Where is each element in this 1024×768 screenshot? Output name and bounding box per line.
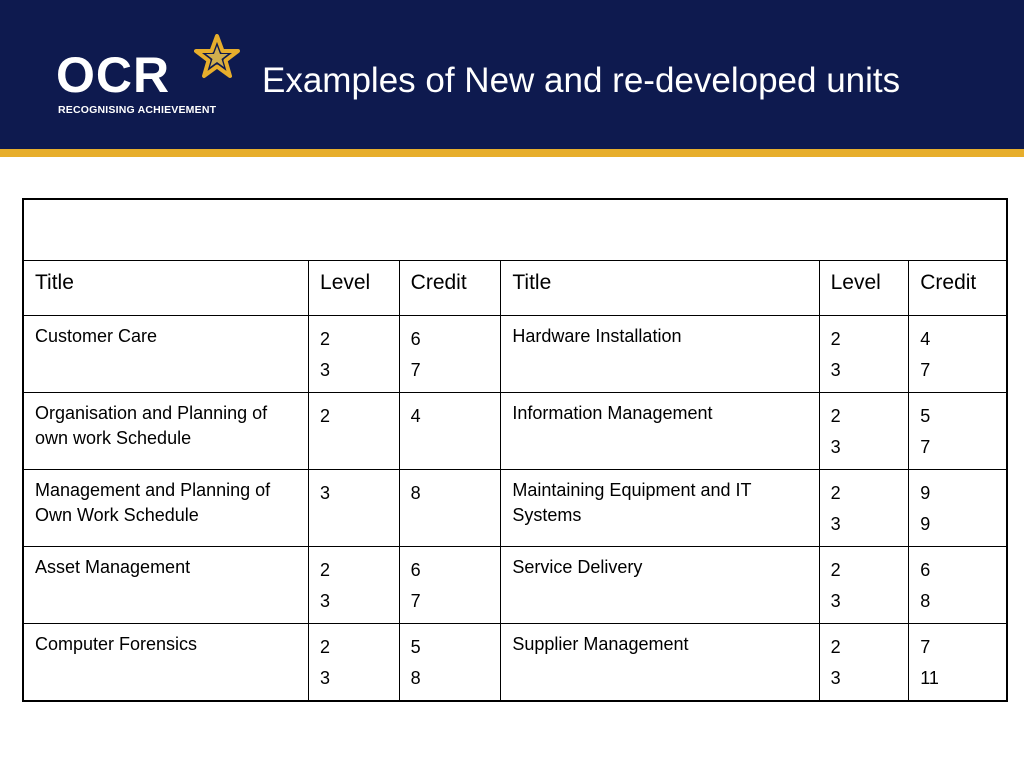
table-row: [23, 393, 1007, 470]
table-row: [23, 316, 1007, 393]
cell-value: 3: [830, 668, 841, 688]
logo-wordmark: OCR: [56, 47, 171, 103]
cell-value: 2: [320, 560, 331, 580]
header-level: Level: [819, 261, 909, 316]
cell-value: 3: [830, 437, 841, 457]
ocr-logo: [56, 34, 246, 124]
cell-value: 8: [920, 591, 931, 611]
unit-credit-cell: [909, 624, 1007, 702]
cell-value: 5: [410, 637, 421, 657]
cell-value: 2: [830, 560, 841, 580]
table-row: [23, 547, 1007, 624]
header-title: Title: [501, 261, 819, 316]
header-level: Level: [309, 261, 400, 316]
cell-value: 3: [830, 591, 841, 611]
cell-value: 7: [920, 360, 931, 380]
unit-level-cell: [819, 470, 909, 547]
cell-value: 7: [410, 591, 421, 611]
unit-title-cell: Asset Management: [23, 547, 309, 624]
cell-value: 2: [830, 329, 841, 349]
unit-credit-cell: [399, 393, 501, 470]
gold-divider: [0, 149, 1024, 157]
cell-value: 3: [320, 668, 331, 688]
cell-value: 6: [920, 560, 931, 580]
unit-title-cell: Information Management: [501, 393, 819, 470]
cell-value: 3: [320, 483, 331, 503]
header-credit: Credit: [909, 261, 1007, 316]
cell-value: 11: [920, 668, 939, 688]
blank-cell: [23, 199, 1007, 261]
cell-value: 2: [320, 406, 331, 426]
unit-title-cell: Organisation and Planning of own work Schedule: [23, 393, 309, 470]
unit-title-cell: Management and Planning of Own Work Schedule: [23, 470, 309, 547]
unit-title-cell: Customer Care: [23, 316, 309, 393]
cell-value: 3: [830, 514, 841, 534]
units-table: [22, 198, 1008, 702]
unit-title-cell: Supplier Management: [501, 624, 819, 702]
unit-credit-cell: [399, 316, 501, 393]
cell-value: 3: [320, 591, 331, 611]
cell-value: 4: [920, 329, 931, 349]
table-row: [23, 624, 1007, 702]
cell-value: 2: [830, 483, 841, 503]
unit-level-cell: [819, 316, 909, 393]
cell-value: 6: [410, 560, 421, 580]
unit-level-cell: [309, 393, 400, 470]
cell-value: 7: [920, 437, 931, 457]
unit-credit-cell: [399, 624, 501, 702]
unit-credit-cell: [399, 547, 501, 624]
cell-value: 2: [830, 637, 841, 657]
unit-credit-cell: [399, 470, 501, 547]
unit-credit-cell: [909, 316, 1007, 393]
unit-credit-cell: [909, 547, 1007, 624]
unit-level-cell: [819, 547, 909, 624]
unit-title-cell: Service Delivery: [501, 547, 819, 624]
logo-tagline: RECOGNISING ACHIEVEMENT: [58, 104, 217, 116]
unit-level-cell: [309, 547, 400, 624]
cell-value: 2: [830, 406, 841, 426]
gold-star-icon: [194, 34, 240, 80]
cell-value: 8: [410, 668, 421, 688]
table-header-row: [23, 261, 1007, 316]
cell-value: 3: [830, 360, 841, 380]
cell-value: 9: [920, 483, 931, 503]
unit-title-cell: Hardware Installation: [501, 316, 819, 393]
unit-level-cell: [309, 470, 400, 547]
slide-title: Examples of New and re-developed units: [262, 61, 901, 100]
unit-level-cell: [309, 316, 400, 393]
table-blank-row: [23, 199, 1007, 261]
unit-title-cell: Computer Forensics: [23, 624, 309, 702]
cell-value: 3: [320, 360, 331, 380]
unit-level-cell: [309, 624, 400, 702]
cell-value: 6: [410, 329, 421, 349]
unit-level-cell: [819, 393, 909, 470]
cell-value: 4: [410, 406, 421, 426]
cell-value: 2: [320, 637, 331, 657]
unit-credit-cell: [909, 393, 1007, 470]
cell-value: 7: [410, 360, 421, 380]
cell-value: 9: [920, 514, 931, 534]
unit-title-cell: Maintaining Equipment and IT Systems: [501, 470, 819, 547]
unit-credit-cell: [909, 470, 1007, 547]
unit-level-cell: [819, 624, 909, 702]
header-credit: Credit: [399, 261, 501, 316]
cell-value: 8: [410, 483, 421, 503]
cell-value: 7: [920, 637, 931, 657]
table-row: [23, 470, 1007, 547]
cell-value: 5: [920, 406, 931, 426]
header-title: Title: [23, 261, 309, 316]
cell-value: 2: [320, 329, 331, 349]
